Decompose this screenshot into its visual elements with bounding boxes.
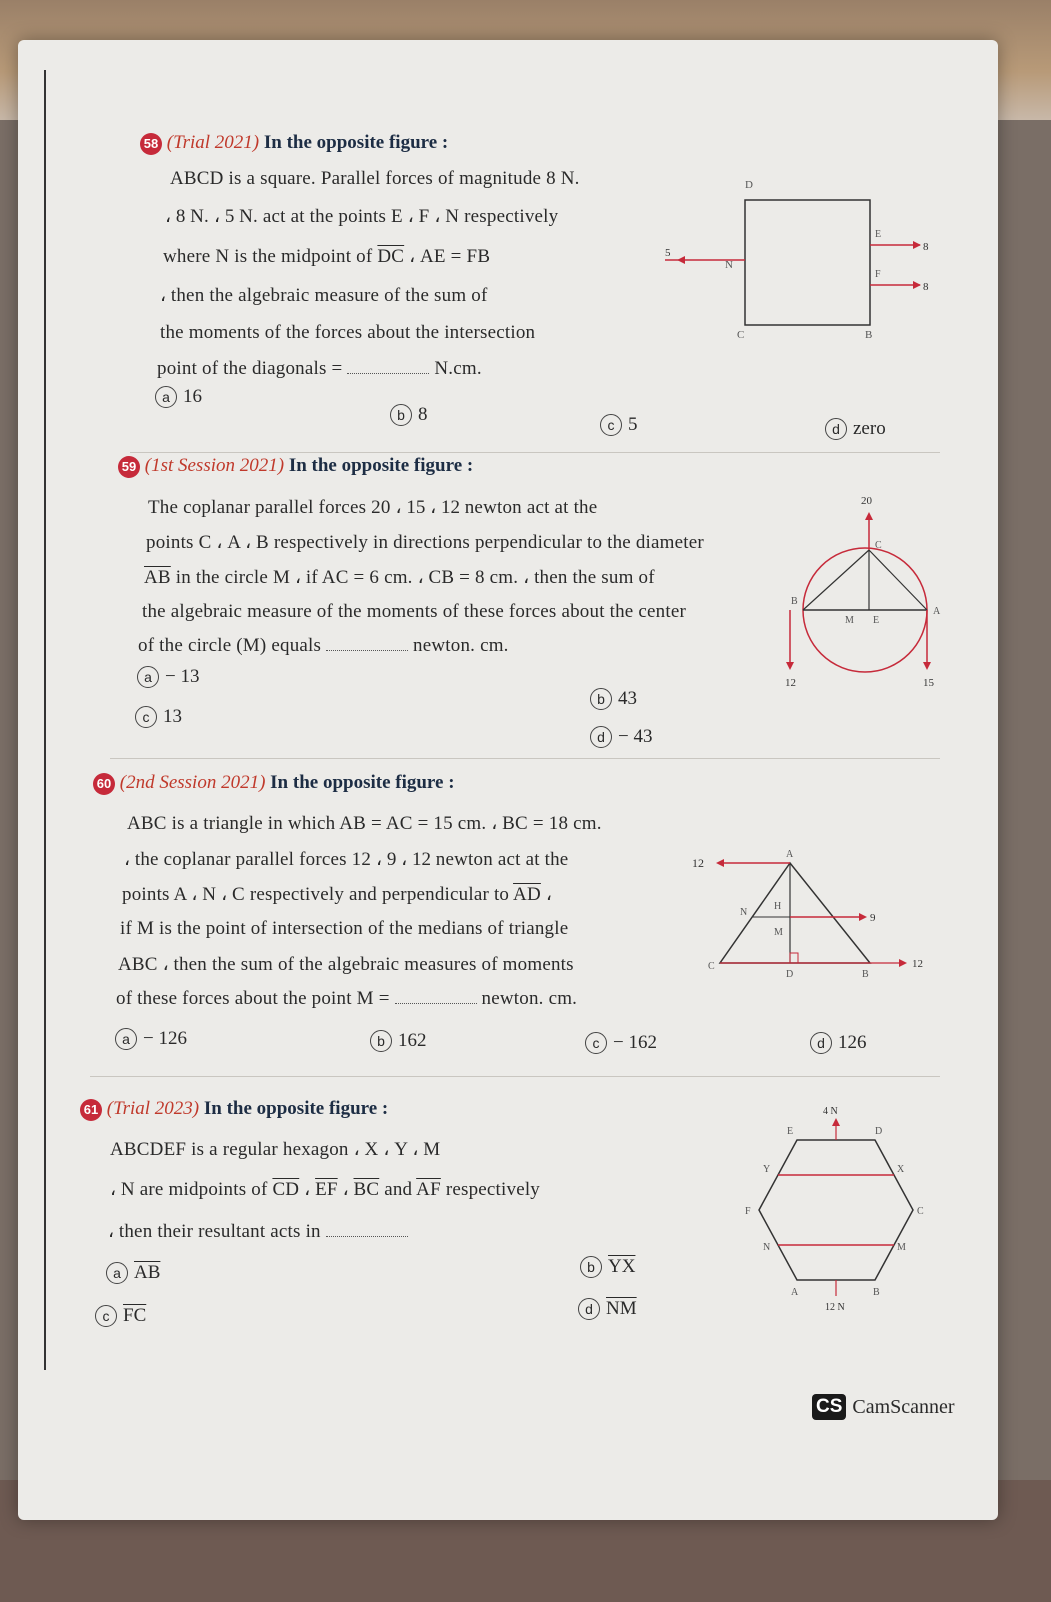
- q59-option-b[interactable]: b 43: [590, 688, 637, 710]
- svg-text:C: C: [875, 540, 882, 551]
- separator-59: [110, 758, 940, 759]
- svg-text:M: M: [845, 615, 854, 626]
- q59-blank[interactable]: [326, 636, 408, 651]
- camscanner-watermark: [812, 1394, 955, 1420]
- q60-session: (2nd Session 2021): [119, 772, 266, 793]
- svg-text:5: 5: [665, 247, 671, 259]
- svg-text:E: E: [875, 229, 882, 240]
- q61-line-2: ، N are midpoints of $\overline{CD}$ ، $\overline{EF}$ ، $\overline{BC}$ and $\overline{AF}$ respectively: [110, 1179, 541, 1200]
- q60-line-6: of these forces about the point M = newton. cm.: [116, 988, 578, 1009]
- q61-session: (Trial 2023): [106, 1098, 200, 1119]
- svg-text:Y: Y: [763, 1164, 771, 1175]
- svg-text:N: N: [740, 907, 748, 918]
- camscanner-name: CamScanner: [852, 1395, 955, 1418]
- q61-blank[interactable]: [326, 1222, 408, 1237]
- q58-header: [140, 132, 448, 155]
- svg-text:X: X: [897, 1164, 905, 1175]
- svg-text:12: 12: [692, 856, 704, 870]
- svg-text:4 N: 4 N: [823, 1106, 838, 1117]
- q61-hexagon-figure: [735, 1100, 950, 1315]
- q61-option-b[interactable]: b $\overline{YX}$: [580, 1256, 635, 1278]
- q58-blank[interactable]: [347, 359, 429, 374]
- svg-text:B: B: [791, 596, 798, 607]
- q59-line-3: $\overline{AB}$ in the circle M ، if AC = 6 cm. ، CB = 8 cm. ، then the sum of: [144, 567, 655, 588]
- svg-text:20: 20: [861, 495, 872, 507]
- svg-text:12 N: 12 N: [825, 1302, 845, 1313]
- q60-line-1: ABC is a triangle in which AB = AC = 15 cm. ، BC = 18 cm.: [127, 813, 602, 834]
- q61-option-a[interactable]: a $\overline{AB}$: [106, 1262, 160, 1284]
- svg-text:N: N: [763, 1242, 771, 1253]
- svg-text:C: C: [708, 961, 715, 972]
- q58-option-d[interactable]: d zero: [825, 418, 886, 440]
- q59-number: 59: [118, 456, 140, 478]
- svg-text:C: C: [917, 1206, 924, 1217]
- q58-line-4: ، then the algebraic measure of the sum of: [160, 285, 488, 306]
- svg-text:F: F: [745, 1206, 751, 1217]
- svg-text:M: M: [897, 1242, 906, 1253]
- q60-intro: In the opposite figure :: [270, 772, 455, 793]
- svg-text:12: 12: [785, 677, 796, 689]
- svg-text:N: N: [725, 259, 733, 271]
- svg-text:D: D: [875, 1126, 883, 1137]
- q59-circle-figure: [785, 490, 955, 705]
- q58-intro: In the opposite figure :: [263, 132, 449, 153]
- q59-line-2: points C ، A ، B respectively in directions perpendicular to the diameter: [146, 532, 704, 553]
- q59-line-5: of the circle (M) equals newton. cm.: [138, 635, 509, 656]
- q60-line-5: ABC ، then the sum of the algebraic measures of moments: [118, 954, 574, 975]
- svg-text:M: M: [774, 927, 783, 938]
- svg-text:12: 12: [912, 958, 923, 970]
- q59-intro: In the opposite figure :: [288, 455, 474, 476]
- svg-text:A: A: [786, 849, 794, 860]
- svg-text:B: B: [862, 969, 869, 980]
- svg-text:B: B: [873, 1287, 880, 1298]
- q60-line-3: points A ، N ، C respectively and perpendicular to $\overline{AD}$ ،: [122, 884, 552, 905]
- q60-line-4: if M is the point of intersection of the medians of triangle: [120, 918, 569, 939]
- q60-option-d[interactable]: d 126: [810, 1032, 867, 1054]
- q61-option-d[interactable]: d $\overline{NM}$: [578, 1298, 637, 1320]
- q60-triangle-figure: [690, 845, 935, 980]
- camscanner-logo: CS: [812, 1394, 846, 1420]
- q58-option-b[interactable]: b 8: [390, 404, 428, 426]
- q60-header: [93, 772, 455, 795]
- q59-line-4: the algebraic measure of the moments of these forces about the center: [142, 601, 686, 622]
- q61-line-1: ABCDEF is a regular hexagon ، X ، Y ، M: [110, 1139, 441, 1160]
- q58-option-a[interactable]: a 16: [155, 386, 202, 408]
- q59-line-1: The coplanar parallel forces 20 ، 15 ، 12 newton act at the: [148, 497, 598, 518]
- q59-option-d[interactable]: d − 43: [590, 726, 652, 748]
- svg-text:E: E: [787, 1126, 794, 1137]
- q59-seg-ab: $\overline{AB}$: [144, 567, 171, 588]
- q58-number: 58: [140, 133, 162, 155]
- svg-text:D: D: [745, 179, 753, 191]
- q59-option-c[interactable]: c 13: [135, 706, 182, 728]
- q58-line-1: ABCD is a square. Parallel forces of magnitude 8 N.: [170, 168, 580, 189]
- q58-line-5: the moments of the forces about the intersection: [160, 322, 536, 343]
- q60-number: 60: [93, 773, 115, 795]
- q61-header: [80, 1098, 388, 1121]
- q60-line-2: ، the coplanar parallel forces 12 ، 9 ، 12 newton act at the: [124, 849, 569, 870]
- q60-option-c[interactable]: c − 162: [585, 1032, 657, 1054]
- q58-option-c[interactable]: c 5: [600, 414, 638, 436]
- q58-line-2: ، 8 N. ، 5 N. act at the points E ، F ، N respectively: [165, 206, 559, 227]
- q58-line-3: where N is the midpoint of $\overline{DC}$ ، AE = FB: [163, 246, 491, 267]
- q58-line-6: point of the diagonals = N.cm.: [157, 358, 482, 379]
- svg-text:A: A: [933, 606, 941, 617]
- margin-rule: [44, 70, 46, 1370]
- svg-text:C: C: [737, 329, 745, 341]
- separator-60: [90, 1076, 940, 1077]
- q59-session: (1st Session 2021): [144, 455, 285, 476]
- q59-header: [118, 455, 473, 478]
- svg-text:F: F: [875, 269, 881, 280]
- q61-option-c[interactable]: c $\overline{FC}$: [95, 1305, 146, 1327]
- q58-seg-dc: $\overline{DC}$: [377, 246, 405, 267]
- q58-session: (Trial 2021): [166, 132, 260, 153]
- svg-text:9: 9: [870, 912, 876, 924]
- q61-intro: In the opposite figure :: [203, 1098, 389, 1119]
- separator-58: [130, 452, 940, 453]
- svg-text:B: B: [865, 329, 873, 341]
- q60-option-a[interactable]: a − 126: [115, 1028, 187, 1050]
- q60-seg-ad: $\overline{AD}$: [513, 884, 541, 905]
- q61-number: 61: [80, 1099, 102, 1121]
- q60-blank[interactable]: [395, 989, 477, 1004]
- svg-text:A: A: [791, 1287, 799, 1298]
- q61-line-3: ، then their resultant acts in: [108, 1220, 408, 1243]
- svg-text:8: 8: [923, 281, 929, 293]
- q58-square-figure: [665, 170, 935, 350]
- svg-text:H: H: [774, 901, 782, 912]
- q60-option-b[interactable]: b 162: [370, 1030, 427, 1052]
- svg-text:E: E: [873, 615, 880, 626]
- svg-text:8: 8: [923, 241, 929, 253]
- svg-text:15: 15: [923, 677, 934, 689]
- svg-text:D: D: [786, 969, 794, 980]
- q59-option-a[interactable]: a − 13: [137, 666, 199, 688]
